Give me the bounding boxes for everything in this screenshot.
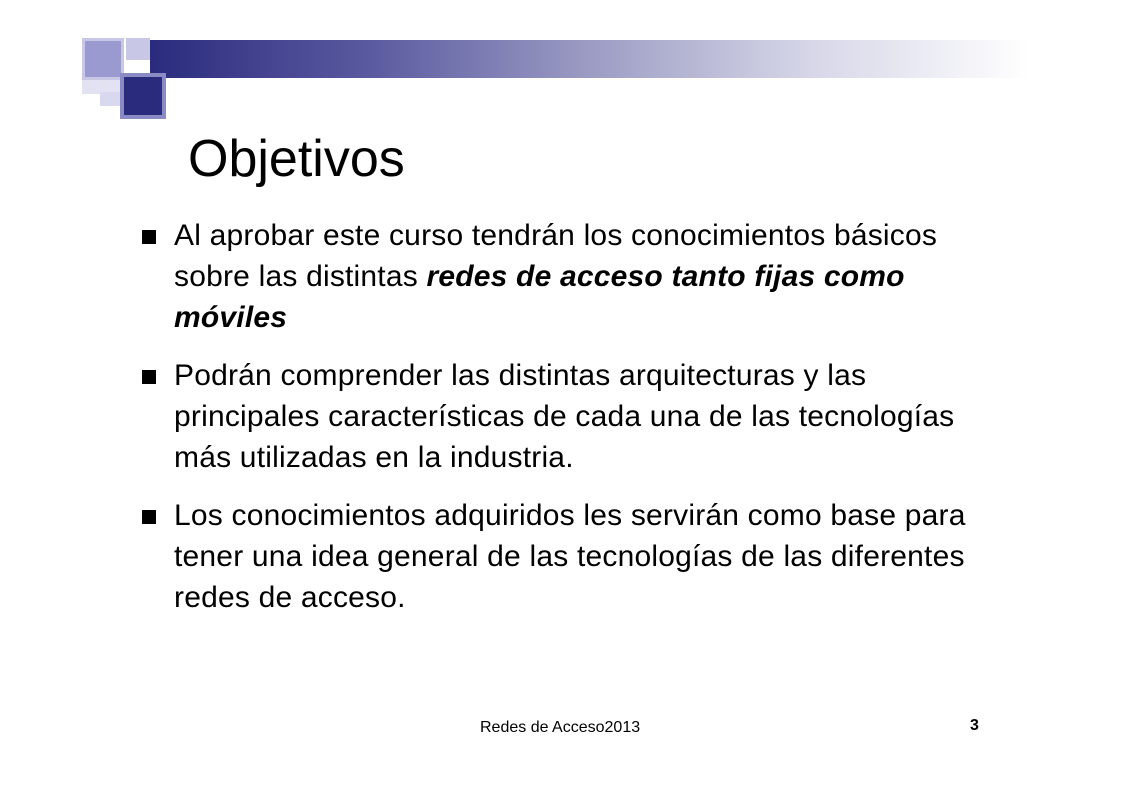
page-number: 3 [970,717,979,734]
square-bullet-icon [142,230,156,244]
bullet-text: Podrán comprender las distintas arquitecturas y las principales características de cada una de las tecnologías más utilizadas en la industria. [174,359,955,474]
bullet-item [140,215,1000,338]
slide-title: Objetivos [188,130,405,188]
decorative-square [82,38,124,80]
decorative-square [100,92,120,106]
bullet-list [140,215,1000,635]
bullet-text-emphasis: redes de acceso tanto fijas como móviles [174,260,905,334]
bullet-item [140,355,1000,478]
bullet-item [140,495,1000,618]
header-gradient-bar [150,40,1030,78]
footer-text: Redes de Acceso2013 [480,719,641,736]
square-bullet-icon [142,510,156,524]
decorative-square [120,73,166,119]
bullet-text [174,215,1000,338]
bullet-text: Los conocimientos adquiridos les servirán como base para tener una idea general de las tecnologías de las diferentes redes de acceso. [174,499,966,614]
bullet-text-plain: Al aprobar este curso tendrán los conocimientos básicos sobre las distintas [174,219,938,293]
square-bullet-icon [142,370,156,384]
decorative-square [126,38,150,60]
